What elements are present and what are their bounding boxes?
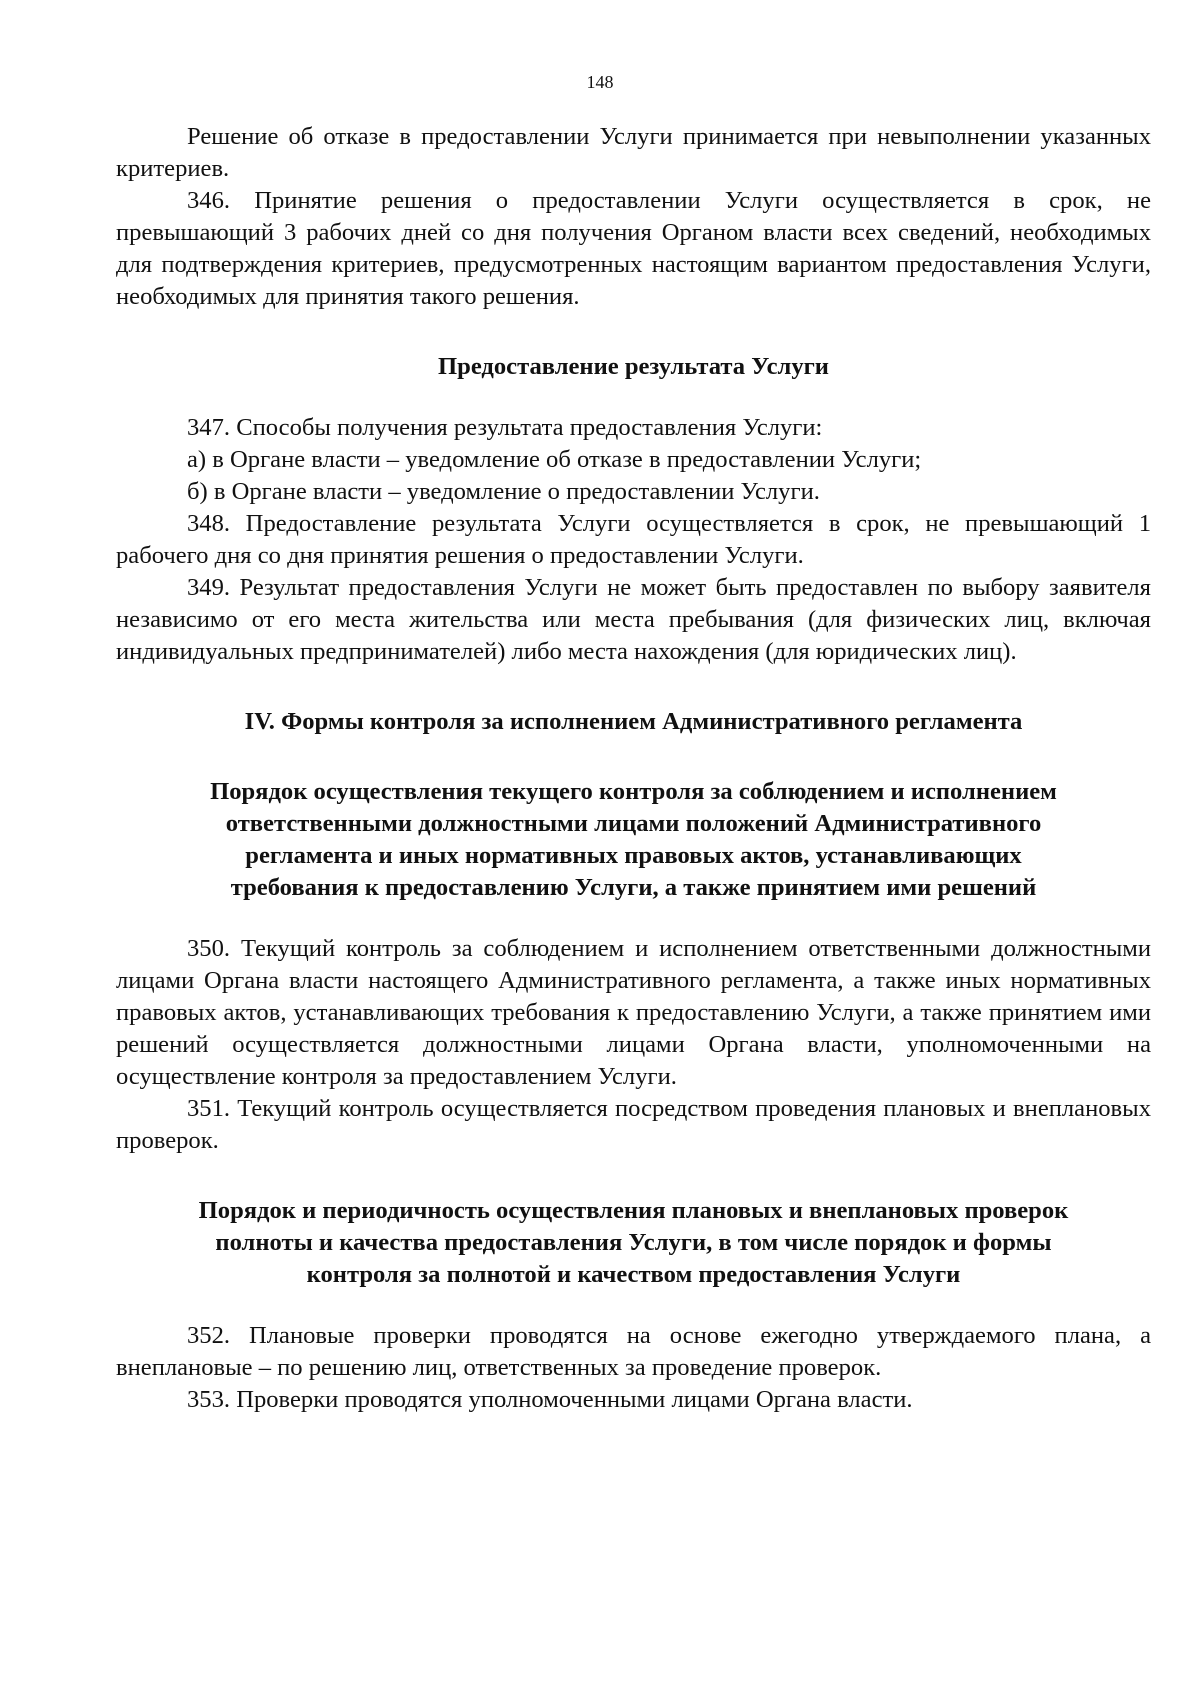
paragraph-347-a: а) в Органе власти – уведомление об отказе в предоставлении Услуги; [187,446,922,473]
section-current-control-body [116,933,1151,1157]
section-inspections-body [116,1320,1151,1416]
heading-line: Порядок и периодичность осуществления плановых и внеплановых проверок [198,1197,1069,1224]
heading-service-result: Предоставление результата Услуги [438,353,829,380]
paragraph-refusal-decision: Решение об отказе в предоставлении Услуги принимается при невыполнении указанных критериев. [116,123,1151,182]
paragraph-347: 347. Способы получения результата предоставления Услуги: [187,414,823,441]
heading-line: ответственными должностными лицами положений Административного [225,810,1042,837]
paragraph-348: 348. Предоставление результата Услуги осуществляется в срок, не превышающий 1 рабочего дня со дня принятия решения о предоставлении Услуги. [116,510,1151,569]
paragraph-347-b: б) в Органе власти – уведомление о предоставлении Услуги. [187,478,820,505]
heading-line: полноты и качества предоставления Услуги, в том числе порядок и формы [215,1229,1052,1256]
heading-inspections [116,1195,1151,1291]
section-result-body [116,412,1151,668]
heading-line: требования к предоставлению Услуги, а также принятием ими решений [230,874,1037,901]
heading-line: Порядок осуществления текущего контроля за соблюдением и исполнением [210,778,1057,805]
page-content [116,121,1151,1416]
heading-current-control [116,776,1151,904]
paragraph-351: 351. Текущий контроль осуществляется посредством проведения плановых и внеплановых проверок. [116,1095,1151,1154]
paragraph-350: 350. Текущий контроль за соблюдением и исполнением ответственными должностными лицами Органа власти настоящего Административного регламента, а также иных нормативных правовых актов, устанавливающих требования к предоставлению Услуги, а также принятием ими решений осуществляется должностными лицами Органа власти, уполномоченными на осуществление контроля за предоставлением Услуги. [116,935,1151,1090]
paragraph-353: 353. Проверки проводятся уполномоченными лицами Органа власти. [187,1386,913,1413]
paragraph-346: 346. Принятие решения о предоставлении Услуги осуществляется в срок, не превышающий 3 рабочих дней со дня получения Органом власти всех сведений, необходимых для подтверждения критериев, предусмотренных настоящим вариантом предоставления Услуги, необходимых для принятия такого решения. [116,187,1151,310]
heading-line: контроля за полнотой и качеством предоставления Услуги [306,1261,961,1288]
heading-chapter-iv: IV. Формы контроля за исполнением Административного регламента [244,708,1023,735]
heading-line: регламента и иных нормативных правовых актов, устанавливающих [245,842,1022,869]
page-number: 148 [586,72,614,92]
paragraph-349: 349. Результат предоставления Услуги не может быть предоставлен по выбору заявителя независимо от его места жительства или места пребывания (для физических лиц, включая индивидуальных предпринимателей) либо места нахождения (для юридических лиц). [116,574,1151,665]
paragraph-352: 352. Плановые проверки проводятся на основе ежегодно утверждаемого плана, а внеплановые – по решению лиц, ответственных за проведение проверок. [116,1322,1151,1381]
